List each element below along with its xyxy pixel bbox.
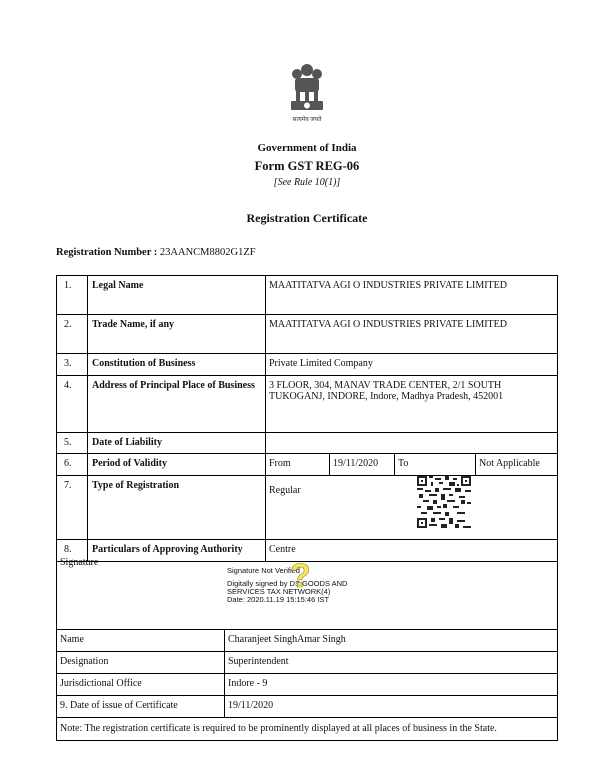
table-row — [57, 315, 557, 354]
row-value: 3 FLOOR, 304, MANAV TRADE CENTER, 2/1 SOUTH TUKOGANJ, INDORE, Indore, Madhya Pradesh, 452001 — [269, 380, 504, 402]
table-row — [57, 476, 557, 540]
row-number: 5. — [57, 433, 88, 453]
row-value: MAATITATVA AGI O INDUSTRIES PRIVATE LIMITED — [269, 280, 507, 291]
row-value: MAATITATVA AGI O INDUSTRIES PRIVATE LIMITED — [269, 319, 507, 330]
table-row — [57, 433, 557, 454]
registration-number — [56, 247, 256, 258]
question-mark-icon[interactable]: ? — [290, 557, 311, 595]
signature-table — [56, 553, 558, 741]
table-row — [57, 276, 557, 315]
authority-row — [57, 630, 557, 652]
government-heading: Government of India — [257, 142, 357, 154]
row-label: Date of Liability — [88, 433, 266, 453]
row-value: Regular — [269, 485, 301, 496]
row-label: Address of Principal Place of Business — [88, 376, 266, 432]
validity-to-date: Not Applicable — [479, 458, 540, 469]
display-note: Note: The registration certificate is required to be prominently displayed at all places of business in the State. — [60, 723, 497, 734]
row-label: Trade Name, if any — [88, 315, 266, 353]
row-number: 3. — [57, 354, 88, 375]
emblem-motto: सत्यमेव जयते — [292, 117, 322, 123]
authority-row — [57, 696, 557, 718]
row-number: 2. — [57, 315, 88, 353]
registration-number-value: 23AANCM8802G1ZF — [159, 247, 256, 258]
certificate-title: Registration Certificate — [246, 211, 368, 225]
signature-signer-line: SERVICES TAX NETWORK(4) — [227, 587, 331, 596]
validity-cells — [266, 454, 557, 475]
validity-to-label: To — [395, 454, 476, 475]
authority-value: Superintendent — [228, 656, 289, 667]
signature-date: Date: 2020.11.19 15:15:46 IST — [227, 595, 330, 604]
row-label: Particulars of Approving Authority — [88, 540, 266, 561]
validity-from-date: 19/11/2020 — [330, 454, 395, 475]
rule-reference: [See Rule 10(1)] — [273, 177, 341, 188]
authority-value: Indore - 9 — [228, 678, 268, 689]
registration-number-label: Registration Number : — [56, 247, 158, 258]
row-number: 6. — [57, 454, 88, 475]
row-label: Period of Validity — [88, 454, 266, 475]
row-label: Type of Registration — [88, 476, 266, 539]
authority-row — [57, 674, 557, 696]
row-value: Private Limited Company — [269, 358, 373, 369]
form-title: Form GST REG-06 — [254, 159, 360, 173]
authority-row — [57, 652, 557, 674]
signature-signer-line: Digitally signed by DS GOODS AND — [227, 579, 348, 588]
row-number: 1. — [57, 276, 88, 314]
authority-label: Jurisdictional Office — [57, 674, 225, 695]
authority-label: Name — [57, 630, 225, 651]
row-label: Legal Name — [88, 276, 266, 314]
qr-code-icon — [417, 476, 471, 528]
row-value: Centre — [269, 544, 296, 555]
table-row — [57, 376, 557, 433]
row-number: 4. — [57, 376, 88, 432]
signature-status: Signature Not Verified — [227, 566, 300, 575]
authority-label: 9. Date of issue of Certificate — [57, 696, 225, 717]
row-number: 8. — [57, 540, 88, 561]
signature-row — [57, 553, 557, 630]
table-row — [57, 454, 557, 476]
authority-label: Designation — [57, 652, 225, 673]
digital-signature-block[interactable] — [227, 567, 347, 604]
validity-from-label: From — [266, 454, 330, 475]
row-value — [266, 433, 557, 453]
row-label: Constitution of Business — [88, 354, 266, 375]
signature-label: Signature — [60, 557, 99, 568]
row-number: 7. — [57, 476, 88, 539]
authority-value: Charanjeet SinghAmar Singh — [228, 634, 346, 645]
table-row — [57, 354, 557, 376]
details-table — [56, 275, 558, 562]
authority-value: 19/11/2020 — [228, 700, 274, 711]
